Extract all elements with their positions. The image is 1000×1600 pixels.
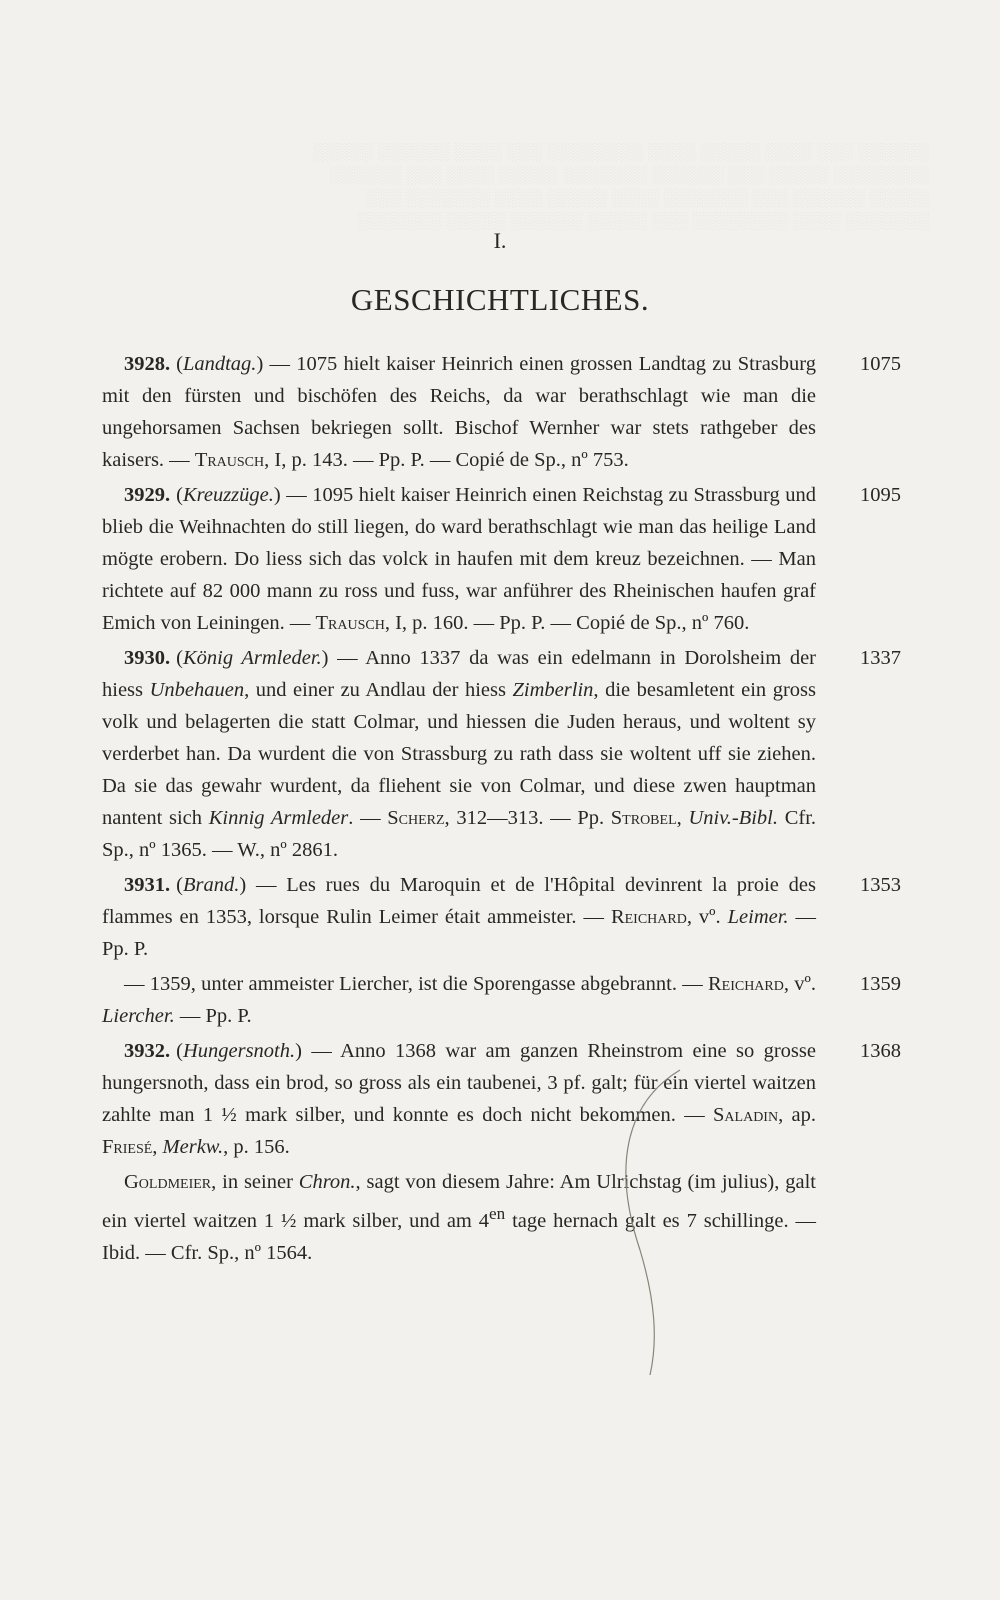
- person-name: Unbehauen: [149, 679, 245, 701]
- reference-word: Leimer.: [727, 906, 789, 928]
- entry-text: 3929. (Kreuzzüge.) — 1095 hielt kaiser Heinrich einen Reichstag zu Strassburg und blieb die Weihnachten do still liegen, do ward berathschlagt wie man das heilige Land mögte erobern. Do liess sich das volck in haufen mit dem kreuz bezeichnen. — Man richtete auf 82 000 mann zu ross und fuss, war anführer des Rheinischen haufen graf Emich von Leiningen. — Trausch, I, p. 160. — Pp. P. — Copié de Sp., nº 760.: [102, 484, 816, 634]
- reference-author: Friesé: [102, 1136, 153, 1158]
- reference-author: Strobel: [610, 807, 677, 829]
- entry-number: 3932.: [124, 1040, 171, 1062]
- entry-3929: [102, 479, 901, 639]
- reference-author: Reichard: [707, 973, 784, 995]
- entry-topic: Hungersnoth.: [182, 1040, 296, 1062]
- entry-text: — 1359, unter ammeister Liercher, ist die Sporengasse abgebrannt. — Reichard, vº. Liercher. — Pp. P.: [102, 973, 816, 1027]
- superscript: en: [489, 1204, 506, 1223]
- reference-author: Goldmeier: [124, 1171, 212, 1193]
- entry-1359: [102, 968, 901, 1032]
- person-name: Kinnig Armleder: [208, 807, 349, 829]
- entry-topic: Brand.: [182, 874, 240, 896]
- entry-number: 3930.: [124, 647, 171, 669]
- reference-author: Saladin: [713, 1104, 779, 1126]
- margin-year: 1095: [860, 484, 901, 506]
- entry-3930: [102, 642, 901, 866]
- bleed-through-text: ░░░░░░ ░░░ ░░░░ ░░░░░ ░░░░ ░░░░░░░░ ░░░ ░░░░ ░░░░░░ ░░░░░ ░░░░░░░░ ░░░░░ ░░░ ░░░░░░ ░░░░░░░ ░░░░░ ░░░░ ░░░ ░░░░░░ ░░░░░ ░░░░░░ ░░░ ░░░░░░░ ░░░░ ░░░░░ ░░░░ ░░░░░░░ ░░░ ░░░░░░░ ░░░░ ░░░░░░░░ ░░░ ░░░░░ ░░░░░░ ░░░░░ ░░░░░░░: [313, 142, 930, 230]
- entry-number: 3931.: [124, 874, 171, 896]
- pencil-mark: [560, 1060, 820, 1380]
- reference-author: Reichard: [610, 906, 687, 928]
- reference-work: Univ.-Bibl.: [688, 807, 779, 829]
- reference-author: Scherz: [387, 807, 445, 829]
- entry-number: 3929.: [124, 484, 171, 506]
- entry-text: 3928. (Landtag.) — 1075 hielt kaiser Heinrich einen grossen Landtag zu Strasburg mit den fürsten und bischöfen des Reichs, da war berathschlagt wie man die ungehorsamen Sachsen bekriegen sollt. Bischof Wernher war stets rathgeber des kaisers. — Trausch, I, p. 143. — Pp. P. — Copié de Sp., nº 753.: [102, 353, 816, 471]
- margin-year: 1368: [860, 1040, 901, 1062]
- entry-text: 3932. (Hungersnoth.) — Anno 1368 war am ganzen Rheinstrom eine so grosse hungersnoth, dass ein brod, so gross als ein taubenei, 3 pf. galt; für ein viertel waitzen zahlte man 1 ½ mark silber, und konnte es doch nicht bekommen. — Saladin, ap. Friesé, Merkw., p. 156.: [102, 1040, 816, 1158]
- entry-3928: [102, 348, 901, 476]
- margin-year: 1075: [860, 353, 901, 375]
- reference-word: Liercher.: [102, 1005, 175, 1027]
- margin-year: 1337: [860, 647, 901, 669]
- reference-author: Trausch: [315, 612, 385, 634]
- page-title: GESCHICHTLICHES.: [350, 282, 650, 317]
- margin-year: 1359: [860, 973, 901, 995]
- entry-text: 3931. (Brand.) — Les rues du Maroquin et de l'Hôpital devinrent la proie des flammes en 1353, lorsque Rulin Leimer était ammeister. — Reichard, vº. Leimer. — Pp. P.: [102, 874, 817, 960]
- reference-work: Merkw.: [162, 1136, 224, 1158]
- reference-work: Chron.: [298, 1171, 356, 1193]
- margin-year: 1353: [860, 874, 901, 896]
- person-name: Zimberlin: [512, 679, 594, 701]
- entry-text: 3930. (König Armleder.) — Anno 1337 da was ein edelmann in Dorolsheim der hiess Unbehauen, und einer zu Andlau der hiess Zimberlin, die besamletent ein gross volk und belagerten die statt Colmar, und hiessen die Juden heraus, und woltent sy verderbet han. Da wurdent die von Strassburg zu rath dass sie woltent uff sie ziehen. Da sie das gewahr wurdent, da fliehent sie von Colmar, und diese zwen hauptman nantent sich Kinnig Armleder. — Scherz, 312—313. — Pp. Strobel, Univ.-Bibl. Cfr. Sp., nº 1365. — W., nº 2861.: [102, 647, 817, 861]
- entry-text: Goldmeier, in seiner Chron., sagt von diesem Jahre: Am Ulrichstag (im julius), galt ein viertel waitzen 1 ½ mark silber, und am $4^{en}$ tage hernach galt es 7 schillinge. — Ibid. — Cfr. Sp., nº 1564.: [102, 1171, 816, 1264]
- entry-topic: Landtag.: [182, 353, 257, 375]
- entry-number: 3928.: [124, 353, 171, 375]
- entry-3931: [102, 869, 901, 965]
- reference-author: Trausch: [194, 449, 265, 471]
- entry-topic: König Armleder.: [182, 647, 322, 669]
- entry-topic: Kreuzzüge.: [182, 484, 274, 506]
- section-number: I.: [493, 228, 507, 253]
